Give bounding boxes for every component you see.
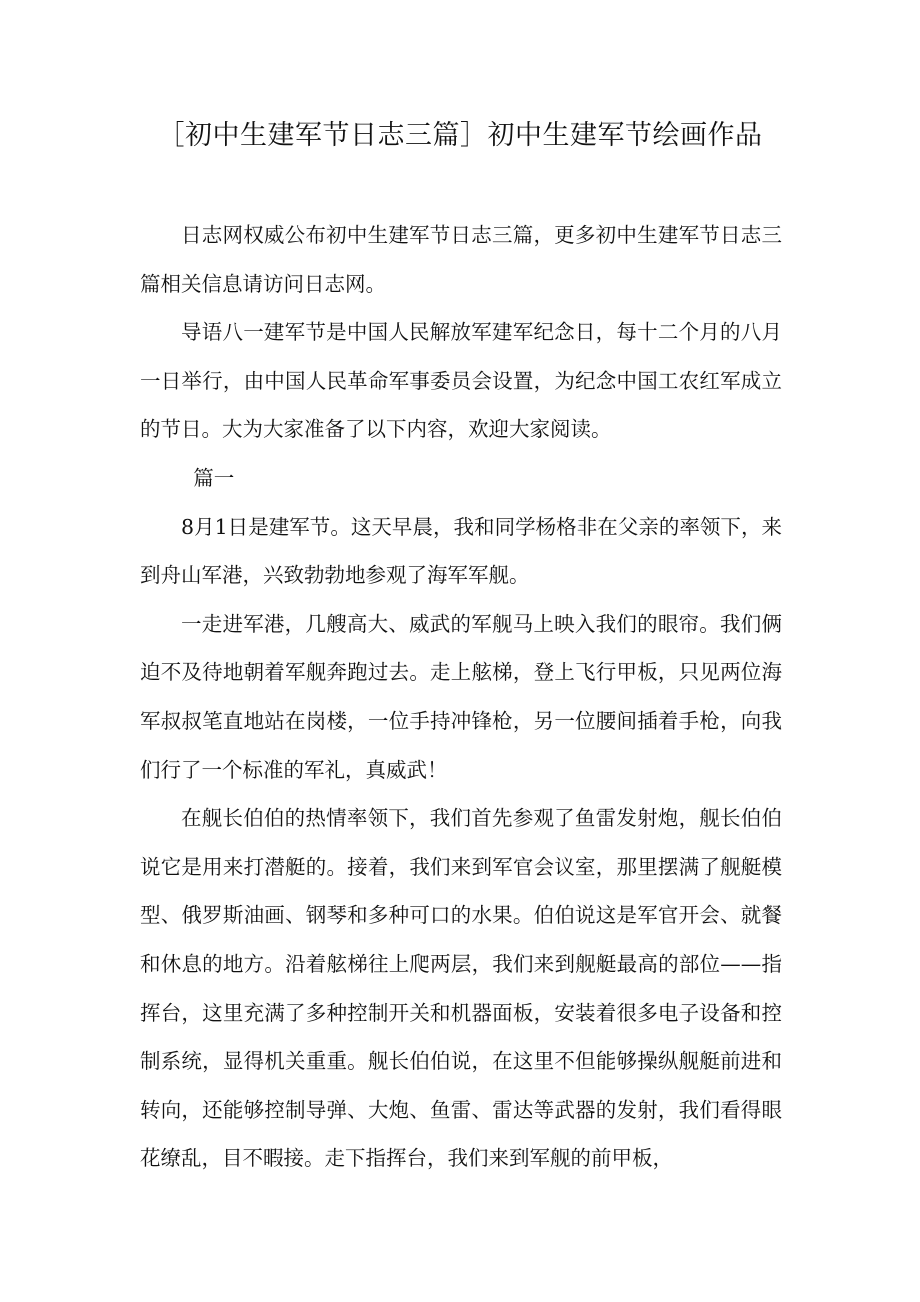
section-heading-part-one: 篇一	[193, 465, 235, 490]
paragraph-body: 一走进军港，几艘高大、威武的军舰马上映入我们的眼帘。我们俩迫不及待地朝着军舰奔跑过去。走上舷梯，登上飞行甲板，只见两位海军叔叔笔直地站在岗楼，一位手持冲锋枪，另一位腰间插着手枪，向我们行了一个标准的军礼，真威武！	[140, 611, 782, 782]
document-body	[140, 211, 782, 1183]
paragraph-body: 8月1日是建军节。这天早晨，我和同学杨格非在父亲的率领下，来到舟山军港，兴致勃勃地参观了海军军舰。	[140, 514, 782, 588]
document-title: ［初中生建军节日志三篇］初中生建军节绘画作品	[157, 120, 763, 151]
paragraph-preface: 导语八一建军节是中国人民解放军建军纪念日，每十二个月的八月一日举行，由中国人民革命军事委员会设置，为纪念中国工农红军成立的节日。大为大家准备了以下内容，欢迎大家阅读。	[140, 320, 782, 442]
paragraph-intro: 日志网权威公布初中生建军节日志三篇，更多初中生建军节日志三篇相关信息请访问日志网。	[140, 223, 782, 296]
paragraph-body: 在舰长伯伯的热情率领下，我们首先参观了鱼雷发射炮，舰长伯伯说它是用来打潜艇的。接着，我们来到军官会议室，那里摆满了舰艇模型、俄罗斯油画、钢琴和多种可口的水果。伯伯说这是军官开会、就餐和休息的地方。沿着舷梯往上爬两层，我们来到舰艇最高的部位——指挥台，这里充满了多种控制开关和机器面板，安装着很多电子设备和控制系统，显得机关重重。舰长伯伯说，在这里不但能够操纵舰艇前进和转向，还能够控制导弹、大炮、鱼雷、雷达等武器的发射，我们看得眼花缭乱，目不暇接。走下指挥台，我们来到军舰的前甲板，	[140, 806, 782, 1171]
